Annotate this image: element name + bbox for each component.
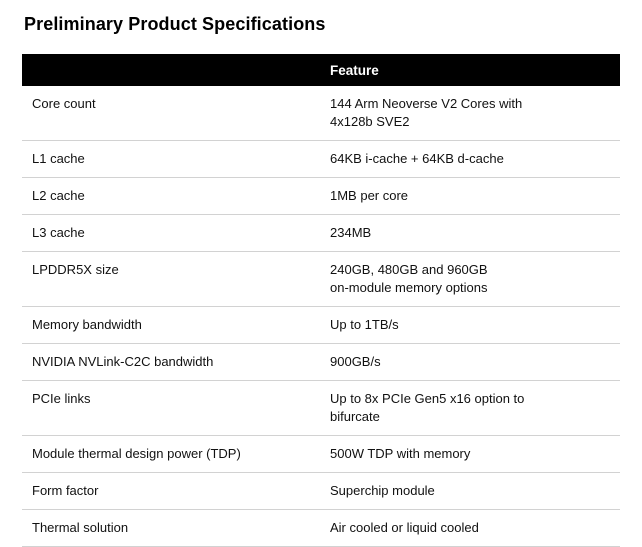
table-row xyxy=(22,215,620,252)
row-value-l2-cache xyxy=(320,178,620,215)
specifications-table xyxy=(22,54,620,547)
table-header xyxy=(22,54,620,86)
row-label-thermal-solution: Thermal solution xyxy=(22,510,320,547)
table-header-row xyxy=(22,54,620,86)
table-row xyxy=(22,436,620,473)
row-label-lpddr5x-size: LPDDR5X size xyxy=(22,252,320,307)
value-line: Air cooled or liquid cooled xyxy=(330,520,479,535)
table-row xyxy=(22,252,620,307)
table-header-cell-feature: Feature xyxy=(320,54,620,86)
row-label-memory-bandwidth: Memory bandwidth xyxy=(22,307,320,344)
row-value-nvlink-c2c-bandwidth xyxy=(320,344,620,381)
value-line: 240GB, 480GB and 960GB xyxy=(330,262,488,277)
document-page xyxy=(0,12,642,535)
table-row xyxy=(22,473,620,510)
page-title: Preliminary Product Specifications xyxy=(24,14,326,34)
value-line: on-module memory options xyxy=(330,280,488,295)
table-row xyxy=(22,178,620,215)
value-line: Up to 1TB/s xyxy=(330,317,399,332)
value-line: 1MB per core xyxy=(330,188,409,203)
value-line: Superchip module xyxy=(330,483,435,498)
value-line: 234MB xyxy=(330,225,372,240)
row-label-l1-cache: L1 cache xyxy=(22,141,320,178)
row-value-form-factor xyxy=(320,473,620,510)
value-line: 144 Arm Neoverse V2 Cores with xyxy=(330,96,523,111)
row-value-thermal-solution xyxy=(320,510,620,547)
table-row xyxy=(22,381,620,436)
row-value-lpddr5x-size xyxy=(320,252,620,307)
table-row xyxy=(22,86,620,141)
value-line: 500W TDP with memory xyxy=(330,446,471,461)
value-line: bifurcate xyxy=(330,409,380,424)
row-value-module-tdp xyxy=(320,436,620,473)
table-row xyxy=(22,344,620,381)
row-label-l2-cache: L2 cache xyxy=(22,178,320,215)
table-row xyxy=(22,307,620,344)
row-value-l3-cache xyxy=(320,215,620,252)
row-label-nvlink-c2c-bandwidth: NVIDIA NVLink-C2C bandwidth xyxy=(22,344,320,381)
row-label-l3-cache: L3 cache xyxy=(22,215,320,252)
row-label-form-factor: Form factor xyxy=(22,473,320,510)
table-row xyxy=(22,141,620,178)
row-label-module-tdp: Module thermal design power (TDP) xyxy=(22,436,320,473)
value-line: 900GB/s xyxy=(330,354,381,369)
value-line: 4x128b SVE2 xyxy=(330,114,410,129)
row-value-memory-bandwidth xyxy=(320,307,620,344)
row-label-core-count: Core count xyxy=(22,86,320,141)
row-value-pcie-links xyxy=(320,381,620,436)
value-line: 64KB i-cache + 64KB d-cache xyxy=(330,151,504,166)
value-line: Up to 8x PCIe Gen5 x16 option to xyxy=(330,391,525,406)
row-label-pcie-links: PCIe links xyxy=(22,381,320,436)
table-body xyxy=(22,86,620,547)
row-value-core-count xyxy=(320,86,620,141)
table-row xyxy=(22,510,620,547)
table-header-cell-blank xyxy=(22,54,320,86)
row-value-l1-cache xyxy=(320,141,620,178)
